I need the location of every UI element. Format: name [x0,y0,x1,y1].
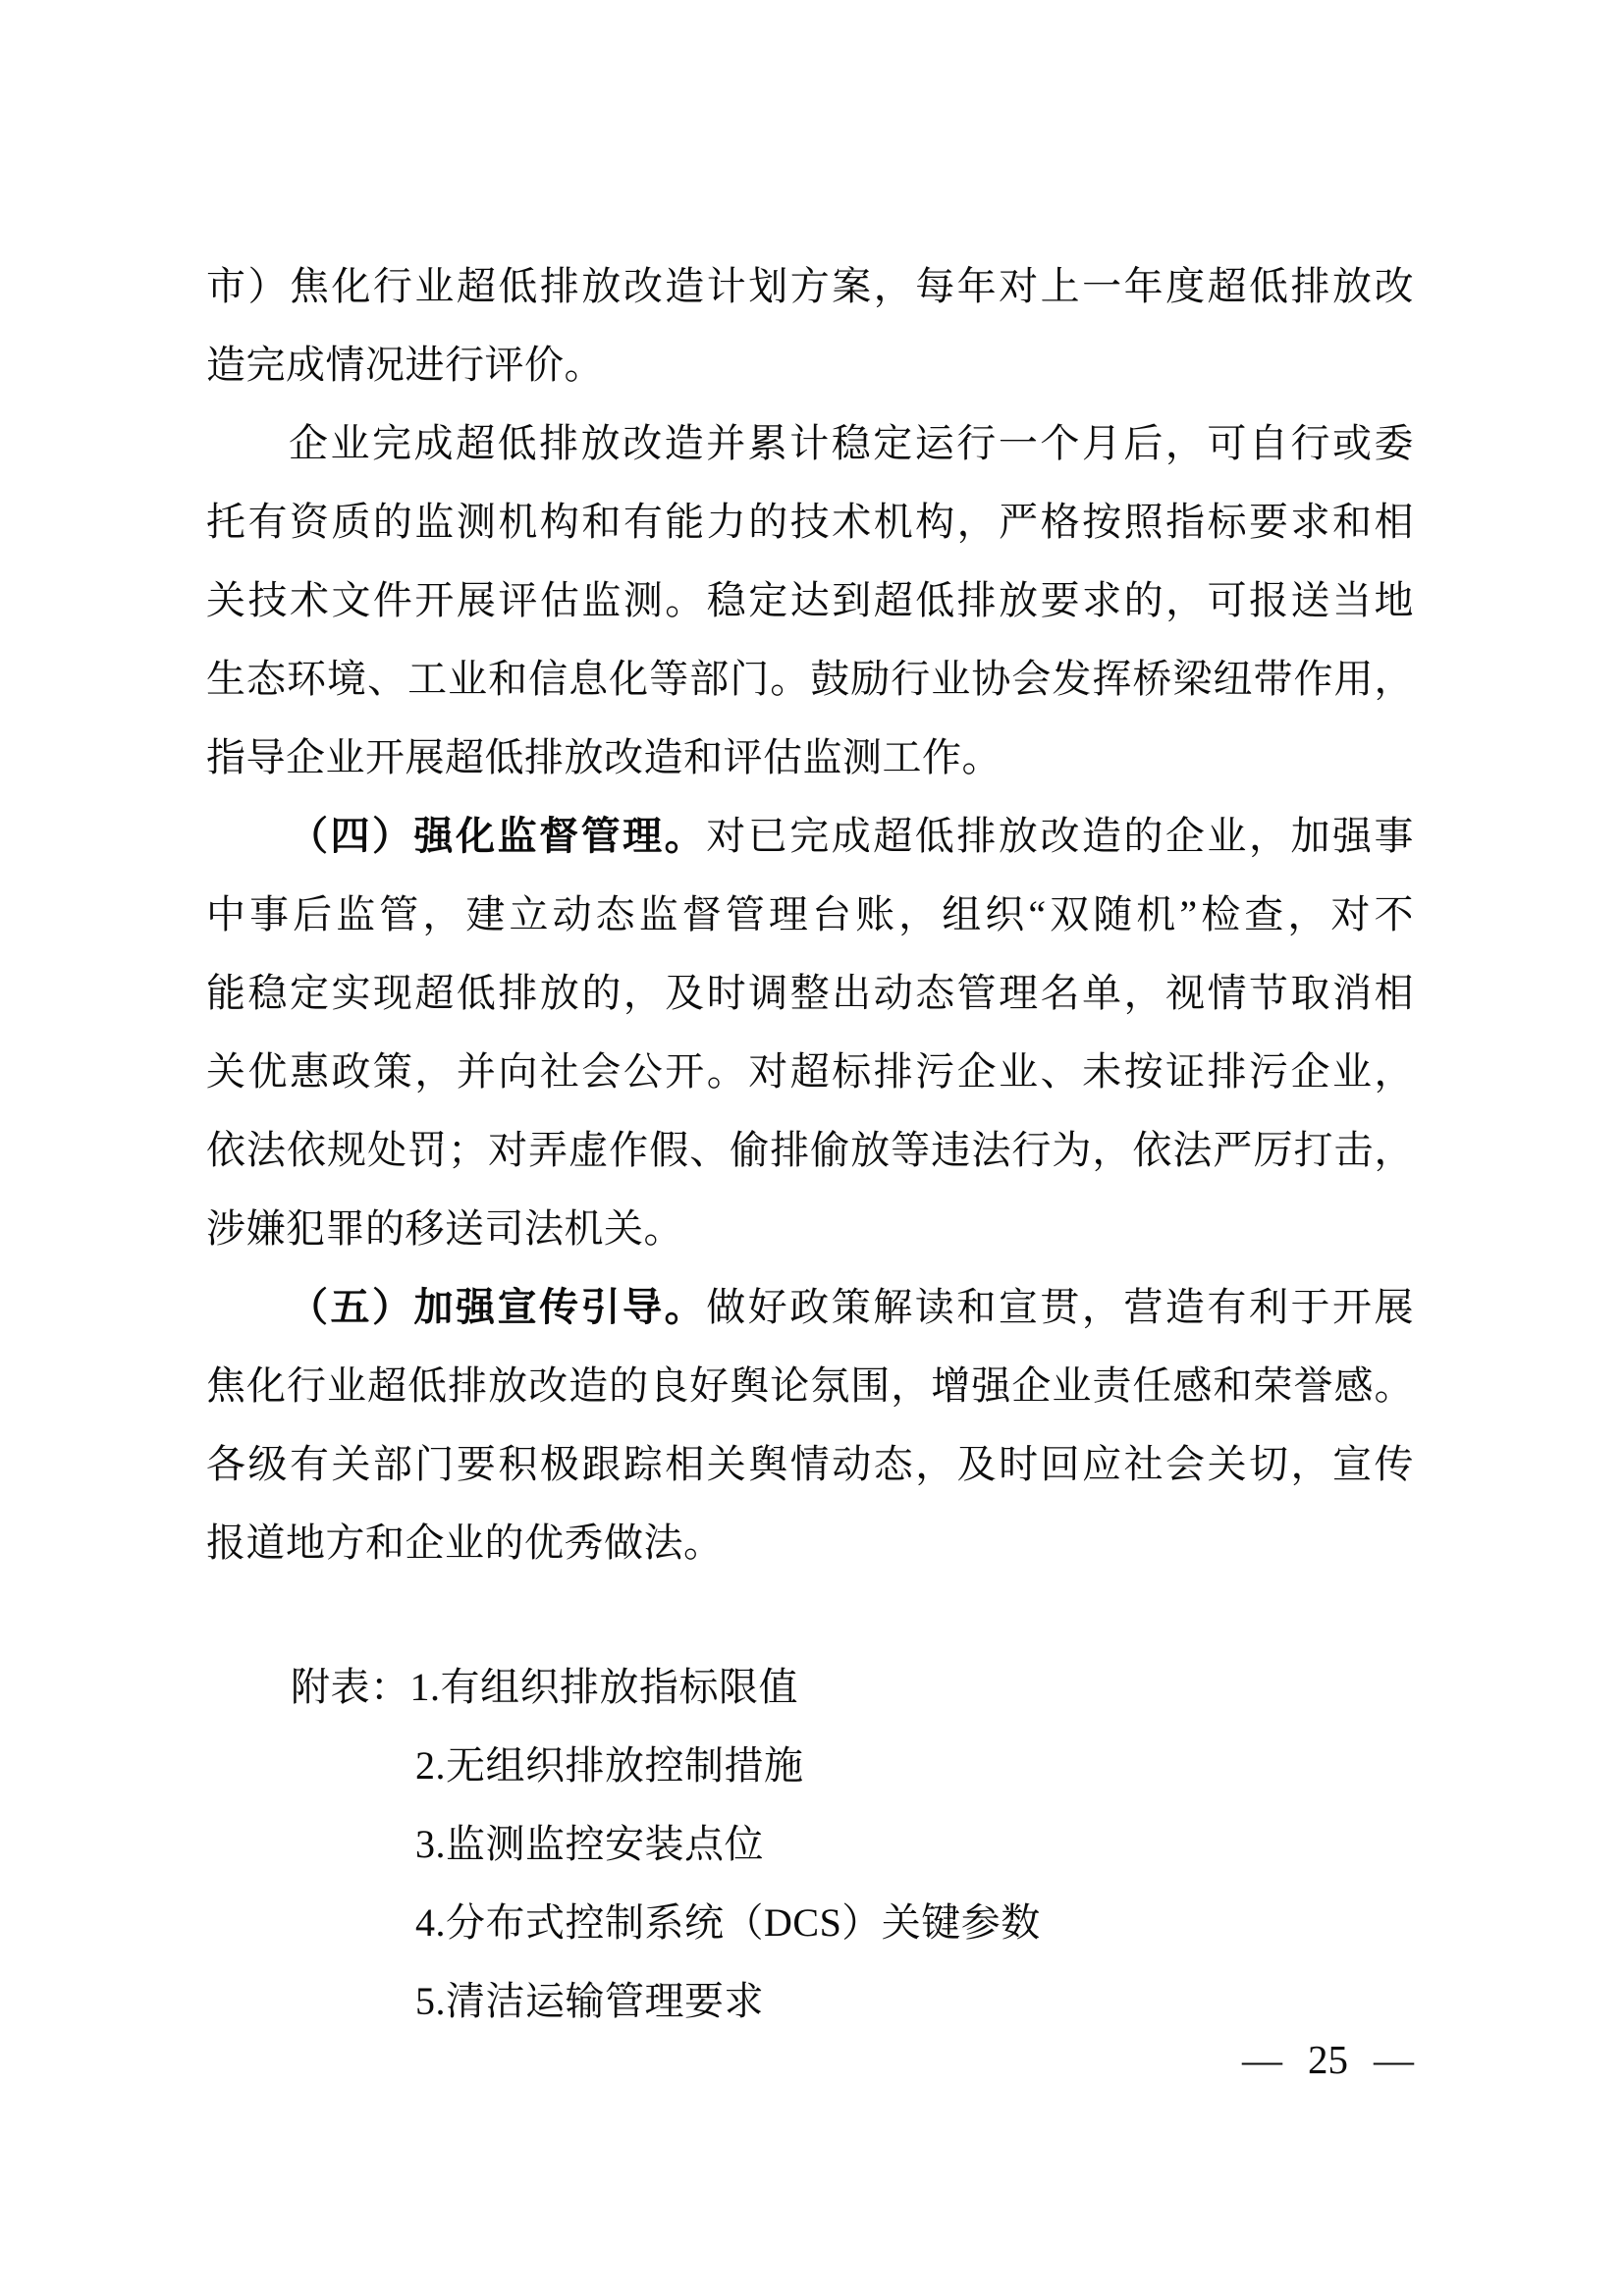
page-number-dash-right: — [1374,2037,1414,2082]
body-text: 做好政策解读和宣贯，营造有利于开展 [706,1285,1414,1329]
body-line: 各级有关部门要积极跟踪相关舆情动态，及时回应社会关切，宣传 [206,1442,1414,1486]
text-column [206,247,1414,2041]
body-line [206,1268,1414,1347]
body-line: 涉嫌犯罪的移送司法机关。 [206,1206,683,1251]
body-line [206,797,1414,876]
page-number-value: 25 [1308,2037,1348,2082]
appendix-line [206,1648,1414,1727]
body-line: 生态环境、工业和信息化等部门。鼓励行业协会发挥桥梁纽带作用， [206,657,1414,701]
appendix-item: 3.监测监控安装点位 [415,1822,764,1866]
body-line: 托有资质的监测机构和有能力的技术机构，严格按照指标要求和相 [206,500,1414,544]
section-heading-five: （五）加强宣传引导。 [289,1285,707,1329]
body-text: 对已完成超低排放改造的企业，加强事 [706,814,1414,858]
body-line: 造完成情况进行评价。 [206,343,604,387]
paragraph-gap [206,1582,1414,1648]
body-line: 依法依规处罚；对弄虚作假、偷排偷放等违法行为，依法严厉打击， [206,1128,1414,1172]
body-line: 关技术文件开展评估监测。稳定达到超低排放要求的，可报送当地 [206,578,1414,622]
appendix-item: 2.无组织排放控制措施 [415,1743,804,1788]
page-number [1242,2028,1414,2091]
section-heading-four: （四）强化监督管理。 [289,814,707,858]
page-number-dash-left: — [1242,2037,1282,2082]
body-line: 报道地方和企业的优秀做法。 [206,1521,724,1565]
body-line: 企业完成超低排放改造并累计稳定运行一个月后，可自行或委 [289,421,1414,465]
appendix-item: 4.分布式控制系统（DCS）关键参数 [415,1900,1041,1945]
appendix-label: 附表： [291,1665,410,1709]
body-line: 指导企业开展超低排放改造和评估监测工作。 [206,735,1001,779]
body-line: 焦化行业超低排放改造的良好舆论氛围，增强企业责任感和荣誉感。 [206,1363,1414,1408]
appendix-item: 1.有组织排放指标限值 [409,1665,798,1709]
appendix-item: 5.清洁运输管理要求 [415,1979,764,2023]
body-line: 中事后监管，建立动态监督管理台账，组织“双随机”检查，对不 [206,892,1414,936]
body-line: 能稳定实现超低排放的，及时调整出动态管理名单，视情节取消相 [206,971,1414,1015]
body-line: 关优惠政策，并向社会公开。对超标排污企业、未按证排污企业， [206,1049,1414,1094]
body-line: 市）焦化行业超低排放改造计划方案，每年对上一年度超低排放改 [206,264,1414,308]
